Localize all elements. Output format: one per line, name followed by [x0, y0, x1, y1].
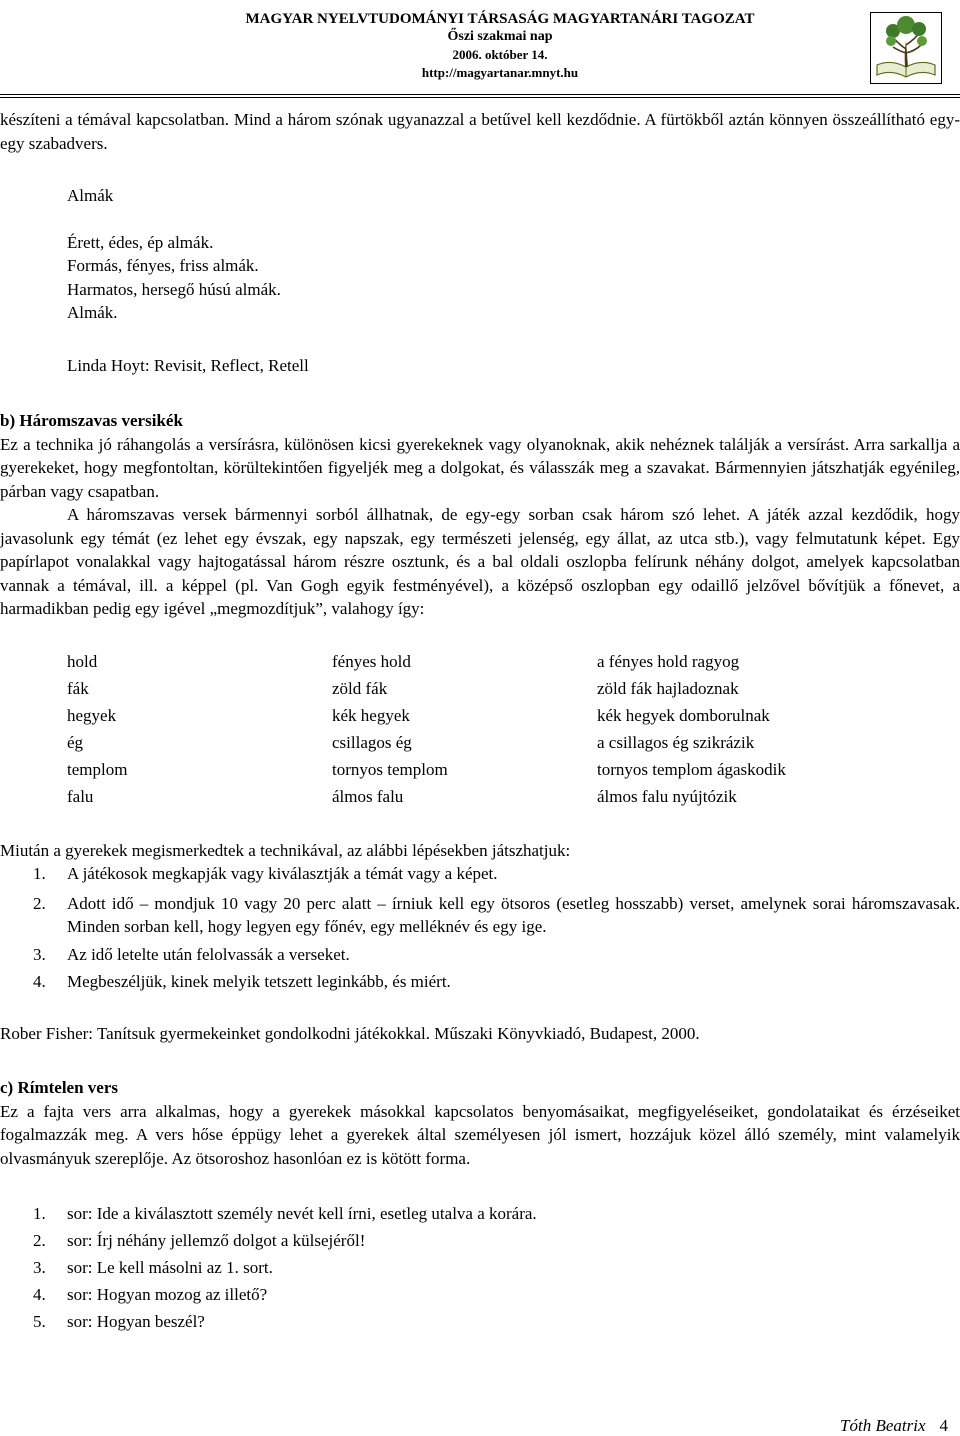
steps-intro: Miután a gyerekek megismerkedtek a technikával, az alábbi lépésekben játszhatjuk:	[0, 840, 571, 860]
steps-list	[0, 862, 960, 994]
footer-author: Tóth Beatrix	[840, 1416, 926, 1435]
page-content	[0, 108, 960, 1337]
table-cell: álmos falu	[332, 787, 404, 807]
poem-line: Harmatos, hersegő húsú almák.	[67, 279, 281, 299]
header-text	[200, 10, 800, 82]
table-cell: hold	[67, 651, 98, 671]
page-header	[0, 0, 960, 96]
list-item: 2. Adott idő – mondjuk 10 vagy 20 perc alatt – írniuk kell egy ötsoros (esetleg hosszabb) verset, amelynek sorai háromszavasak. Minden sorban kell, hogy legyen egy főnév, egy melléknév és egy ige.	[33, 893, 960, 937]
citation-hoyt: Linda Hoyt: Revisit, Reflect, Retell	[67, 355, 309, 375]
poem-title: Almák	[67, 186, 114, 205]
poem-line: Formás, fényes, friss almák.	[67, 256, 259, 275]
poem-line: Almák.	[67, 303, 118, 322]
citation-fisher: Rober Fisher: Tanítsuk gyermekeinket gondolkodni játékokkal. Műszaki Könyvkiadó, Budapest, 2000.	[0, 1023, 700, 1043]
table-cell: tornyos templom ágaskodik	[597, 760, 786, 780]
header-divider	[0, 94, 960, 98]
list-item: 4. Megbeszéljük, kinek melyik tetszett leginkább, és miért.	[33, 972, 451, 992]
poem-line: Érett, édes, ép almák.	[67, 232, 214, 252]
table-cell: csillagos ég	[332, 733, 412, 753]
table-cell: zöld fák hajladoznak	[597, 678, 739, 698]
list-item: 3. sor: Le kell másolni az 1. sort.	[33, 1258, 273, 1278]
table-cell: a csillagos ég szikrázik	[597, 733, 755, 753]
table-cell: fák	[67, 678, 89, 698]
table-cell: tornyos templom	[332, 760, 448, 780]
list-item: 3. Az idő letelte után felolvassák a verseket.	[33, 944, 350, 964]
table-cell: hegyek	[67, 705, 117, 725]
header-date: 2006. október 14.	[452, 47, 548, 62]
page-number: 4	[939, 1416, 948, 1435]
list-item: 1. A játékosok megkapják vagy kiválasztják a témát vagy a képet.	[33, 864, 498, 884]
tree-book-logo-icon	[870, 12, 942, 84]
header-event: Őszi szakmai nap	[447, 29, 553, 44]
list-item: 2. sor: Írj néhány jellemző dolgot a külsejéről!	[33, 1231, 366, 1251]
list-item: 1. sor: Ide a kiválasztott személy nevét kell írni, esetleg utalva a korára.	[33, 1204, 537, 1224]
list-item: 5. sor: Hogyan beszél?	[33, 1312, 205, 1332]
table-cell: kék hegyek	[332, 705, 410, 725]
header-url[interactable]: http://magyartanar.mnyt.hu	[421, 65, 579, 80]
section-b-paragraph-2: A háromszavas versek bármennyi sorból állhatnak, de egy-egy sorban csak három szó lehet. A játék azzal kezdődik, hogy javasolunk egy témát (ez lehet egy évszak, egy napszak, egy természeti jelenség, egy állat, az utca stb.), vagy felmutatunk képet. Egy papírlapot vonalakkal vagy hajtogatással három részre osztunk, és a bal oldali oszlopba felírunk néhány dolgot, amelyek kapcsolatban vannak a témával, ill. a képpel (pl. Van Gogh egyik festményével), a középső oszlopban egy odaillő jelzővel bővítjük a főnevet, a harmadikban pedig egy igével „megmozdítjuk”, valahogy így:	[0, 505, 960, 618]
table-cell: álmos falu nyújtózik	[597, 787, 737, 807]
section-b-paragraph-1: Ez a technika jó ráhangolás a versírásra, különösen kicsi gyerekeknek vagy olyanoknak, akik nehéznek találják a versírást. Arra sarkallja a gyerekeket, hogy megfontoltan, körültekintően figyeljék meg a dolgokat, és válasszák meg a szavakat. Bármennyien játszhatják egyénileg, párban vagy csapatban.	[0, 434, 960, 501]
table-cell: falu	[67, 787, 94, 807]
section-c-heading: c) Rímtelen vers	[0, 1078, 119, 1098]
three-word-table	[0, 648, 960, 811]
table-cell: a fényes hold ragyog	[597, 651, 740, 671]
list-item: 4. sor: Hogyan mozog az illető?	[33, 1285, 268, 1305]
example-poem	[0, 184, 960, 325]
table-cell: fényes hold	[332, 651, 411, 671]
table-cell: ég	[67, 733, 84, 753]
rows-list	[0, 1202, 960, 1337]
section-c-paragraph: Ez a fajta vers arra alkalmas, hogy a gyerekek másokkal kapcsolatos benyomásaikat, megfigyeléseiket, gondolataikat és érzéseiket fogalmazzák meg. A vers hőse éppügy lehet a gyerekek által személyesen jól ismert, hozzájuk közel álló személy, mint valamelyik olvasmányuk szereplője. Az ötsoroshoz hasonlóan ez is kötött forma.	[0, 1101, 960, 1168]
intro-paragraph: készíteni a témával kapcsolatban. Mind a három szónak ugyanazzal a betűvel kell kezdődnie. A fürtökből aztán könnyen összeállítható egy-egy szabadvers.	[0, 110, 960, 153]
table-cell: zöld fák	[332, 678, 388, 698]
section-b-heading: b) Háromszavas versikék	[0, 411, 183, 430]
table-cell: kék hegyek domborulnak	[597, 705, 770, 725]
table-cell: templom	[67, 760, 128, 780]
page-footer	[840, 1416, 948, 1436]
header-organization: MAGYAR NYELVTUDOMÁNYI TÁRSASÁG MAGYARTANÁRI TAGOZAT	[245, 11, 755, 27]
